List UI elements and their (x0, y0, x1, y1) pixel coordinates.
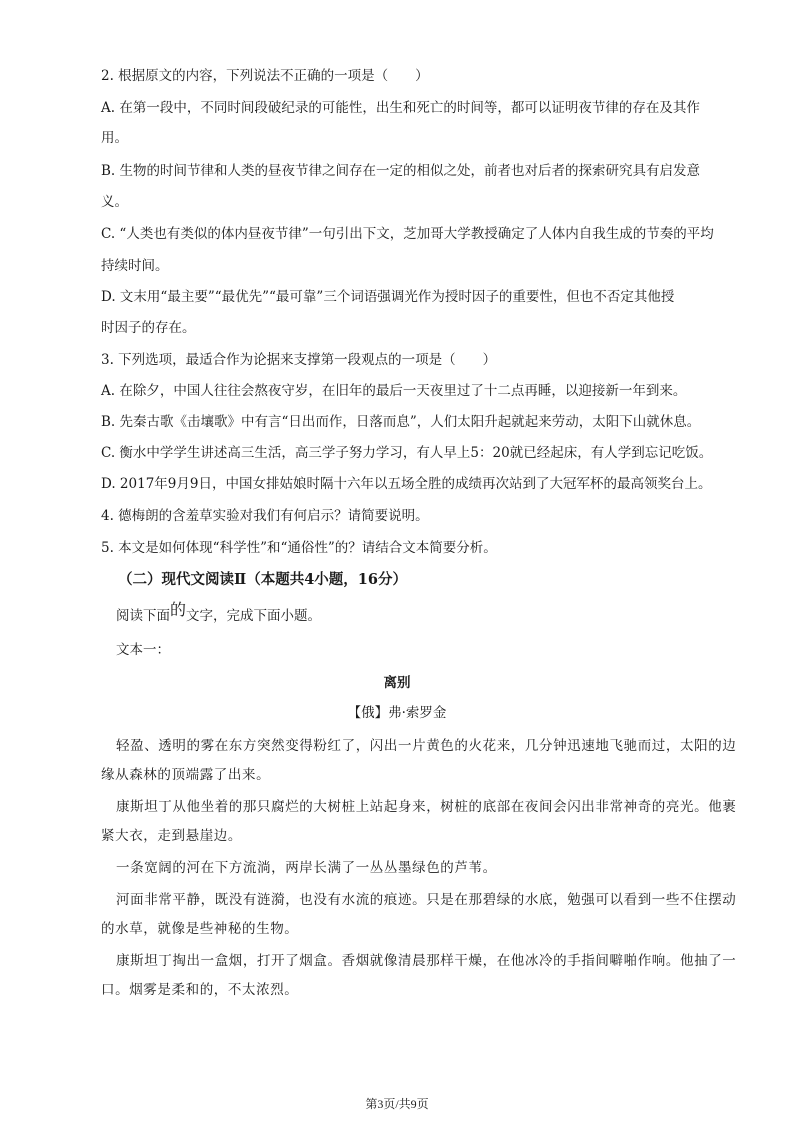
paragraph-1-cont: 缘从森林的顶端露了出来。 (101, 767, 271, 783)
q3-option-a: A. 在除夕，中国人往往会熬夜守岁，在旧年的最后一天夜里过了十二点再睡，以迎接新一年到来。 (101, 383, 687, 399)
q2-option-b-cont: 义。 (101, 194, 128, 210)
text-one-label: 文本一： (116, 642, 170, 658)
paragraph-4: 河面非常平静，既没有涟漪，也没有水流的痕迹。只是在那碧绿的水底，勉强可以看到一些不住摆动 (116, 892, 737, 908)
q3-option-c: C. 衡水中学学生讲述高三生活，高三学子努力学习，有人早上5：20就已经起床，有人学到忘记吃饭。 (101, 445, 713, 461)
q2-option-c: C. “人类也有类似的体内昼夜节律”一句引出下文，芝加哥大学教授确定了人体内自我生成的节奏的平均 (101, 226, 714, 242)
q2-option-c-cont: 持续时间。 (101, 258, 169, 274)
q2-option-a: A. 在第一段中，不同时间段破纪录的可能性，出生和死亡的时间等，都可以证明夜节律的存在及其作 (101, 100, 700, 116)
paragraph-4-cont: 的水草，就像是些神秘的生物。 (101, 921, 299, 937)
q3-option-d: D. 2017年9月9日，中国女排姑娘时隔十六年以五场全胜的成绩再次站到了大冠军杯的最高领奖台上。 (101, 476, 712, 492)
q3-stem: 3. 下列选项，最适合作为论据来支撑第一段观点的一项是（ ） (101, 352, 497, 368)
instruction-suffix: 文字，完成下面小题。 (186, 608, 322, 624)
paragraph-2: 康斯坦丁从他坐着的那只腐烂的大树桩上站起身来，树桩的底部在夜间会闪出非常神奇的亮光。他裹 (116, 799, 737, 815)
paragraph-1: 轻盈、透明的雾在东方突然变得粉红了，闪出一片黄色的火花来，几分钟迅速地飞驰而过，太阳的边 (116, 738, 737, 754)
paragraph-3: 一条宽阔的河在下方流淌，两岸长满了一丛丛墨绿色的芦苇。 (116, 860, 497, 876)
section-2-instruction (116, 600, 322, 626)
question-4: 4. 德梅朗的含羞草实验对我们有何启示？请简要说明。 (101, 508, 429, 524)
section-2-title: （二）现代文阅读Ⅱ（本题共4小题，16分） (118, 571, 407, 588)
q2-stem: 2. 根据原文的内容，下列说法不正确的一项是（ ） (101, 68, 429, 84)
story-title: 离别 (383, 675, 411, 691)
q2-option-a-cont: 用。 (101, 130, 128, 146)
instruction-prefix: 阅读下面 (116, 608, 170, 624)
q2-option-d: D. 文末用“最主要”“最优先”“最可靠”三个词语强调光作为授时因子的重要性，但也不否定其他授 (101, 289, 675, 305)
paragraph-2-cont: 紧大衣，走到悬崖边。 (101, 828, 242, 844)
q2-option-d-cont: 时因子的存在。 (101, 320, 196, 336)
instruction-de: 的 (170, 600, 187, 619)
paragraph-5: 康斯坦丁掏出一盒烟，打开了烟盒。香烟就像清晨那样干燥，在他冰冷的手指间噼啪作响。他抽了一 (116, 953, 737, 969)
q3-option-b: B. 先秦古歌《击壤歌》中有言“日出而作，日落而息”，人们太阳升起就起来劳动，太阳下山就休息。 (101, 414, 701, 430)
story-author: 【俄】弗·索罗金 (347, 705, 447, 721)
q2-option-b: B. 生物的时间节律和人类的昼夜节律之间存在一定的相似之处，前者也对后者的探索研究具有启发意 (101, 163, 701, 179)
page-footer: 第3页/共9页 (365, 1097, 429, 1111)
paragraph-5-cont: 口。烟雾是柔和的，不太浓烈。 (101, 982, 299, 998)
question-5: 5. 本文是如何体现“科学性”和“通俗性”的？请结合文本简要分析。 (101, 540, 497, 556)
